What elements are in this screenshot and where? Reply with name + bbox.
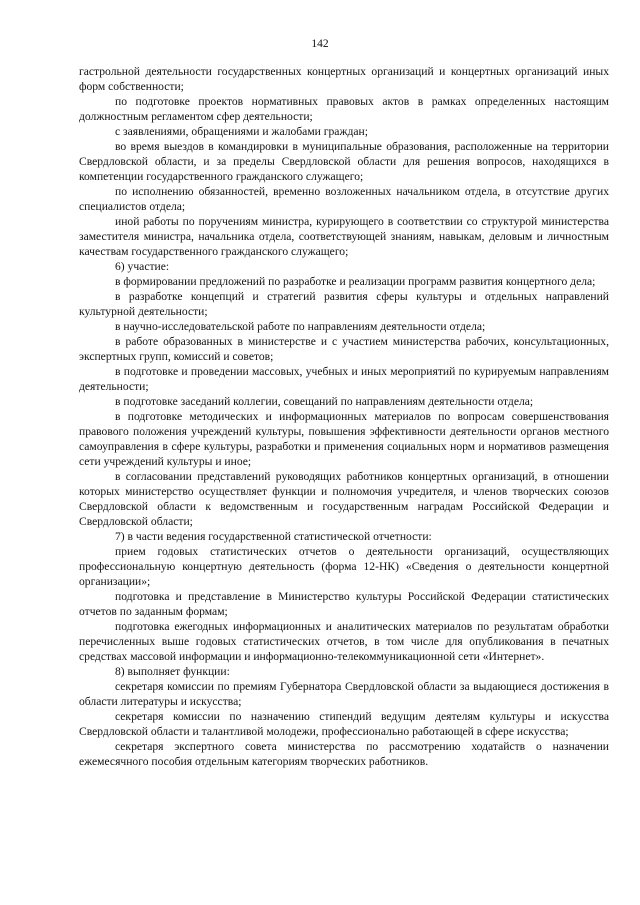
paragraph: подготовка и представление в Министерство культуры Российской Федерации статистических отчетов по заданным формам; xyxy=(79,590,609,618)
paragraph: в подготовке заседаний коллегии, совещаний по направлениям деятельности отдела; xyxy=(115,395,534,408)
paragraph: в согласовании представлений руководящих работников концертных организаций, в отношении которых министерство осуществляет функции и полномочия учредителя, и членов творческих союзов Свердловской области к ведомственным и государственным наградам Российской Федерации и Свердловской области; xyxy=(79,470,609,528)
paragraph: иной работы по поручениям министра, курирующего в соответствии со структурой министерства заместителя министра, начальника отдела, соответствующей знаниям, навыкам, деловым и личностным качествам государственного гражданского служащего; xyxy=(79,215,609,258)
paragraph: прием годовых статистических отчетов о деятельности организаций, осуществляющих профессиональную концертную деятельность (форма 12-НК) «Сведения о деятельности концертной организации»; xyxy=(79,545,609,588)
paragraph: в работе образованных в министерстве и с участием министерства рабочих, консультационных, экспертных групп, комиссий и советов; xyxy=(79,335,609,363)
section-heading: 7) в части ведения государственной статистической отчетности: xyxy=(115,530,432,543)
paragraph: секретаря экспертного совета министерства по рассмотрению ходатайств о назначении ежемесячного пособия отдельным категориям творческих работников. xyxy=(79,740,609,768)
page-number: 142 xyxy=(311,38,329,50)
paragraph: секретаря комиссии по премиям Губернатора Свердловской области за выдающиеся достижения в области литературы и искусства; xyxy=(79,680,609,708)
paragraph: гастрольной деятельности государственных концертных организаций и концертных организаций иных форм собственности; xyxy=(79,65,609,93)
paragraph: по подготовке проектов нормативных правовых актов в рамках определенных настоящим должностным регламентом сфер деятельности; xyxy=(79,95,609,123)
paragraph: в подготовке методических и информационных материалов по вопросам совершенствования правового положения учреждений культуры, повышения эффективности деятельности органов местного самоуправления в сфере культуры, разработки и применения социальных норм и нормативов размещения сети учреждений культуры и иное; xyxy=(79,410,609,468)
section-heading: 8) выполняет функции: xyxy=(115,665,230,678)
section-heading: 6) участие: xyxy=(115,260,170,273)
paragraph: секретаря комиссии по назначению стипендий ведущим деятелям культуры и искусства Свердловской области и талантливой молодежи, профессионально работающей в сфере искусства; xyxy=(79,710,609,738)
paragraph: в научно-исследовательской работе по направлениям деятельности отдела; xyxy=(115,320,486,333)
paragraph: подготовка ежегодных информационных и аналитических материалов по результатам обработки перечисленных выше годовых статистических отчетов, в том числе для опубликования в печатных средствах массовой информации и информационно-телекоммуникационной сети «Интернет». xyxy=(79,620,609,663)
paragraph: по исполнению обязанностей, временно возложенных начальником отдела, в отсутствие других специалистов отдела; xyxy=(79,185,609,213)
paragraph: в разработке концепций и стратегий развития сферы культуры и отдельных направлений культурной деятельности; xyxy=(79,290,609,318)
paragraph: с заявлениями, обращениями и жалобами граждан; xyxy=(115,125,368,138)
paragraph: во время выездов в командировки в муниципальные образования, расположенные на территории Свердловской области, и за пределы Свердловской области для решения вопросов, находящихся в компетенции государственного гражданского служащего; xyxy=(79,140,609,183)
paragraph: в формировании предложений по разработке и реализации программ развития концертного дела; xyxy=(115,275,596,288)
document-body xyxy=(79,64,609,769)
paragraph: в подготовке и проведении массовых, учебных и иных мероприятий по курируемым направлениям деятельности; xyxy=(79,365,609,393)
